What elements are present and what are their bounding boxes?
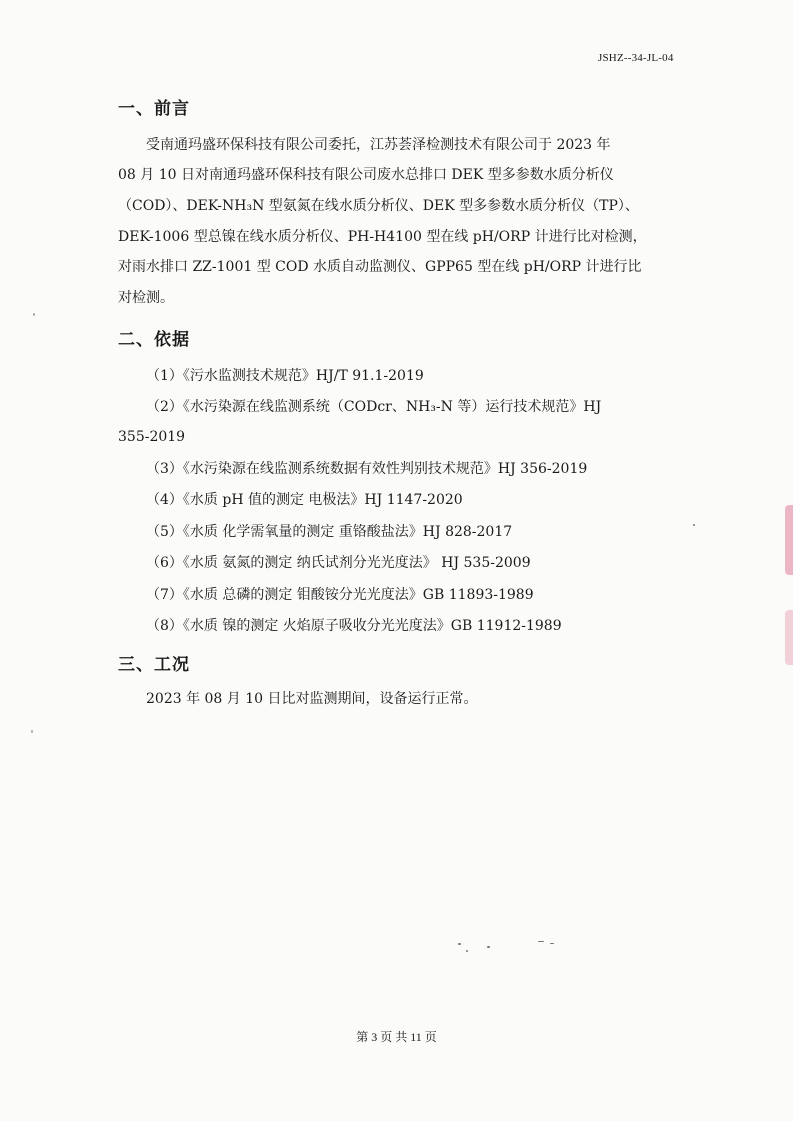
reference-item: （8）《水质 镍的测定 火焰原子吸收分光光度法》GB 11912-1989	[146, 618, 562, 634]
stamp-edge-mark	[785, 505, 793, 575]
reference-item: （6）《水质 氨氮的测定 纳氏试剂分光光度法》 HJ 535-2009	[146, 555, 531, 571]
preface-line: 08 月 10 日对南通玛盛环保科技有限公司废水总排口 DEK 型多参数水质分析仪	[118, 167, 614, 183]
reference-item: （1）《污水监测技术规范》HJ/T 91.1-2019	[146, 368, 424, 384]
preface-line: （COD）、DEK-NH₃N 型氨氮在线水质分析仪、DEK 型多参数水质分析仪（TP）、	[118, 198, 639, 214]
scan-speck	[538, 941, 544, 942]
stamp-edge-mark	[785, 610, 793, 665]
document-code: JSHZ--34-JL-04	[598, 52, 674, 64]
scan-speck	[693, 524, 695, 526]
preface-line: 对检测。	[118, 290, 174, 306]
preface-line: 受南通玛盛环保科技有限公司委托，江苏荟泽检测技术有限公司于 2023 年	[146, 137, 611, 153]
reference-item: （5）《水质 化学需氧量的测定 重铬酸盐法》HJ 828-2017	[146, 524, 513, 540]
scan-speck	[31, 730, 33, 733]
preface-line: DEK-1006 型总镍在线水质分析仪、PH-H4100 型在线 pH/ORP 计进行比对检测，	[118, 229, 647, 245]
scan-speck	[550, 943, 554, 944]
reference-item: （2）《水污染源在线监测系统（CODcr、NH₃-N 等）运行技术规范》HJ	[146, 399, 602, 415]
reference-item: （3）《水污染源在线监测系统数据有效性判别技术规范》HJ 356-2019	[146, 461, 588, 477]
section-heading-preface: 一、前言	[118, 99, 190, 119]
scan-speck	[458, 943, 461, 945]
conditions-paragraph: 2023 年 08 月 10 日比对监测期间，设备运行正常。	[146, 691, 478, 707]
reference-item-continuation: 355-2019	[118, 429, 186, 445]
page-number: 第 3 页 共 11 页	[356, 1030, 437, 1044]
reference-item: （4）《水质 pH 值的测定 电极法》HJ 1147-2020	[146, 492, 463, 508]
scan-speck	[487, 946, 490, 948]
preface-line: 对雨水排口 ZZ-1001 型 COD 水质自动监测仪、GPP65 型在线 pH/ORP 计进行比	[118, 259, 642, 275]
reference-item: （7）《水质 总磷的测定 钼酸铵分光光度法》GB 11893-1989	[146, 587, 534, 603]
section-heading-conditions: 三、工况	[118, 655, 190, 675]
section-heading-basis: 二、依据	[118, 330, 190, 350]
scan-speck	[466, 950, 468, 952]
scan-speck	[33, 313, 35, 316]
